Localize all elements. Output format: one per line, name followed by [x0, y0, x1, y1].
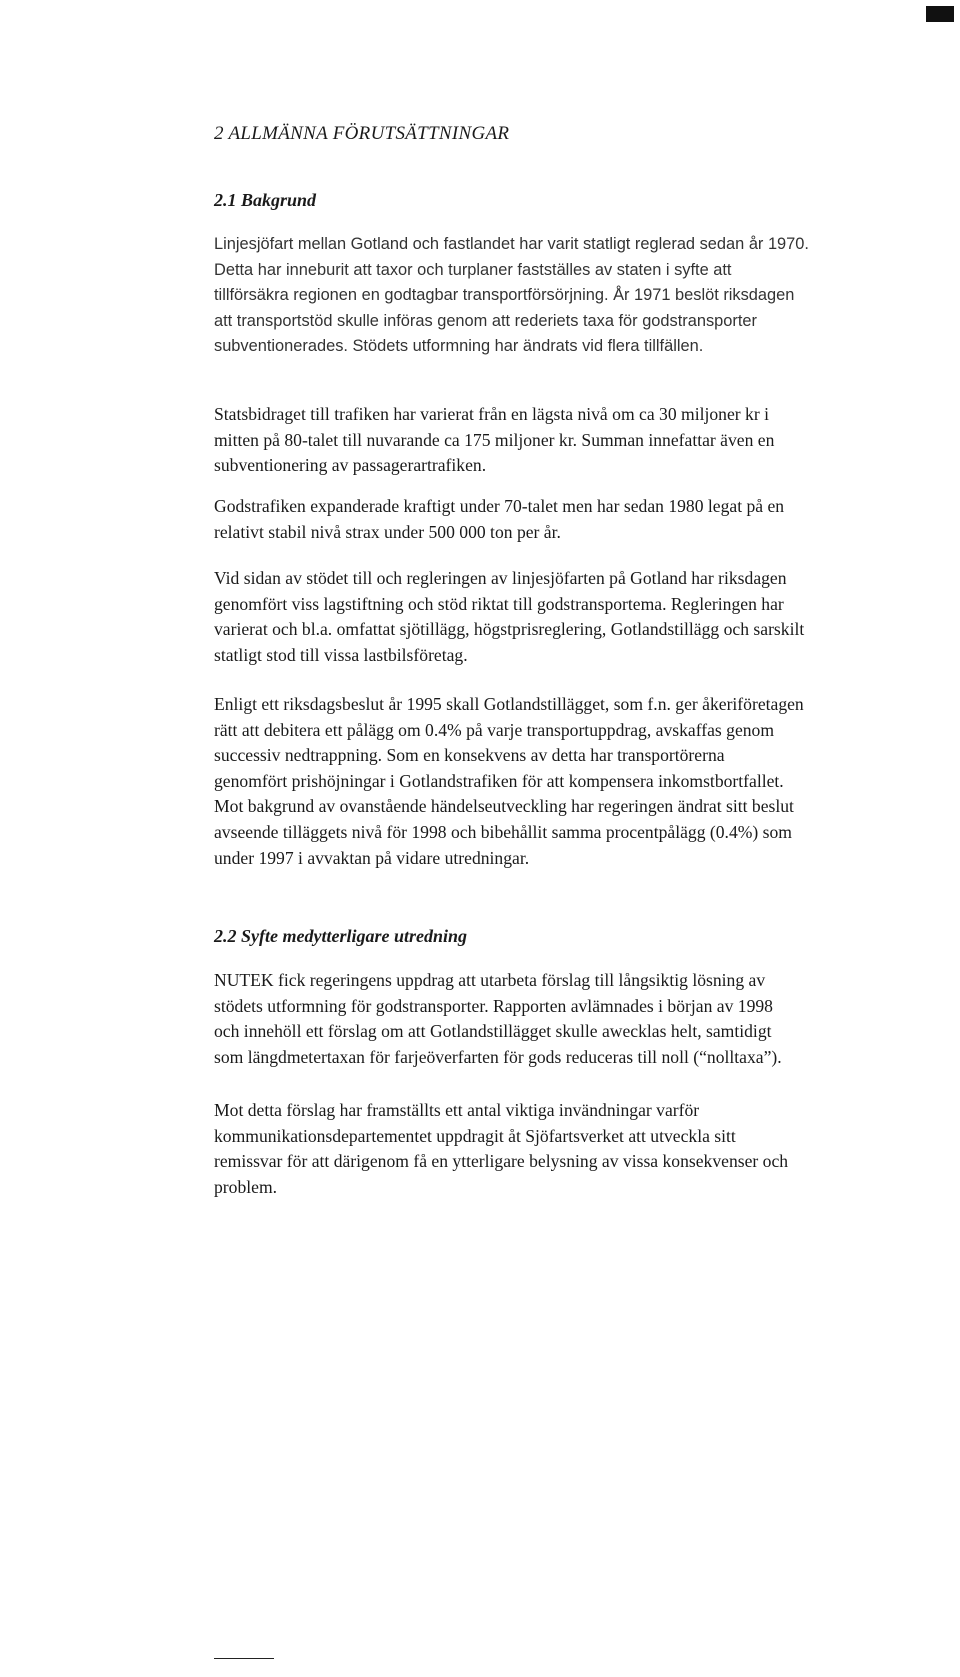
text-line: kommunikationsdepartementet uppdragit åt Sjöfartsverket att utveckla sitt: [214, 1125, 736, 1146]
paragraph: [214, 692, 874, 871]
text-line: Mot detta förslag har framställts ett antal viktiga invändningar varför: [214, 1100, 700, 1120]
paragraph: [214, 232, 874, 360]
text-line: som längdmetertaxan för farjeöverfarten för gods reduceras till noll (“nolltaxa”).: [214, 1046, 782, 1067]
chapter-heading: 2 ALLMÄNNA FÖRUTSÄTTNINGAR: [214, 123, 510, 144]
text-line: statligt stod till vissa lastbilsföretag.: [214, 644, 468, 665]
text-line: varierat och bl.a. omfattat sjötillägg, högstprisreglering, Gotlandstillägg och sarskilt: [214, 619, 805, 640]
paragraph: [214, 402, 874, 479]
text-line: genomfört prishöjningar i Gotlandstrafiken för att kompensera inkomstbortfallet.: [214, 770, 784, 791]
text-line: problem.: [214, 1176, 278, 1197]
section-heading-bakgrund: 2.1 Bakgrund: [214, 190, 317, 210]
text-line: Linjesjöfart mellan Gotland och fastlandet har varit statligt reglerad sedan år 1970.: [214, 235, 809, 253]
text-line: avseende tilläggets nivå för 1998 och bibehållit samma procentpålägg (0.4%) som: [214, 821, 792, 842]
text-line: mitten på 80-talet till nuvarande ca 175 miljoner kr. Summan innefattar även en: [214, 429, 775, 450]
footnote-rule: [214, 1658, 274, 1659]
text-line: successiv nedtrappning. Som en konsekvens av detta har transportörerna: [214, 745, 725, 766]
text-line: genomfört viss lagstiftning och stöd riktat till godstransportema. Regleringen har: [214, 593, 784, 614]
text-line: NUTEK fick regeringens uppdrag att utarbeta förslag till långsiktig lösning av: [214, 970, 766, 990]
text-line: Statsbidraget till trafiken har varierat från en lägsta nivå om ca 30 miljoner kr i: [214, 404, 769, 424]
paragraph: [214, 1098, 874, 1200]
text-line: Mot bakgrund av ovanstående händelseutveckling har regeringen ändrat sitt beslut: [214, 796, 794, 817]
text-line: Godstrafiken expanderade kraftigt under 70-talet men har sedan 1980 legat på en: [214, 496, 785, 516]
text-line: Enligt ett riksdagsbeslut år 1995 skall Gotlandstillägget, som f.n. ger åkeriföretagen: [214, 694, 804, 714]
text-line: stödets utformning för godstransporter. Rapporten avlämnades i början av 1998: [214, 995, 773, 1016]
text-line: tillförsäkra regionen en godtagbar transportförsörjning. År 1971 beslöt riksdagen: [214, 286, 795, 305]
corner-mark: [926, 6, 954, 22]
text-line: subventionerades. Stödets utformning har ändrats vid flera tillfällen.: [214, 337, 704, 356]
text-line: Detta har inneburit att taxor och turplaner fastställes av staten i syfte att: [214, 260, 732, 279]
text-line: och innehöll ett förslag om att Gotlandstillägget skulle awecklas helt, samtidigt: [214, 1021, 772, 1042]
paragraph: [214, 566, 874, 668]
text-line: subventionering av passagerartrafiken.: [214, 455, 487, 476]
text-line: att transportstöd skulle införas genom att rederiets taxa för godstransporter: [214, 311, 757, 330]
text-line: rätt att debitera ett pålägg om 0.4% på varje transportuppdrag, avskaffas genom: [214, 719, 775, 740]
paragraph: [214, 968, 874, 1070]
paragraph: [214, 494, 874, 545]
text-line: Vid sidan av stödet till och regleringen av linjesjöfarten på Gotland har riksdagen: [214, 568, 787, 588]
text-line: under 1997 i avvaktan på vidare utredningar.: [214, 847, 530, 868]
text-line: relativt stabil nivå strax under 500 000 ton per år.: [214, 521, 561, 542]
section-heading-syfte: 2.2 Syfte medytterligare utredning: [214, 926, 467, 946]
text-line: remissvar för att därigenom få en ytterligare belysning av vissa konsekvenser och: [214, 1151, 789, 1172]
